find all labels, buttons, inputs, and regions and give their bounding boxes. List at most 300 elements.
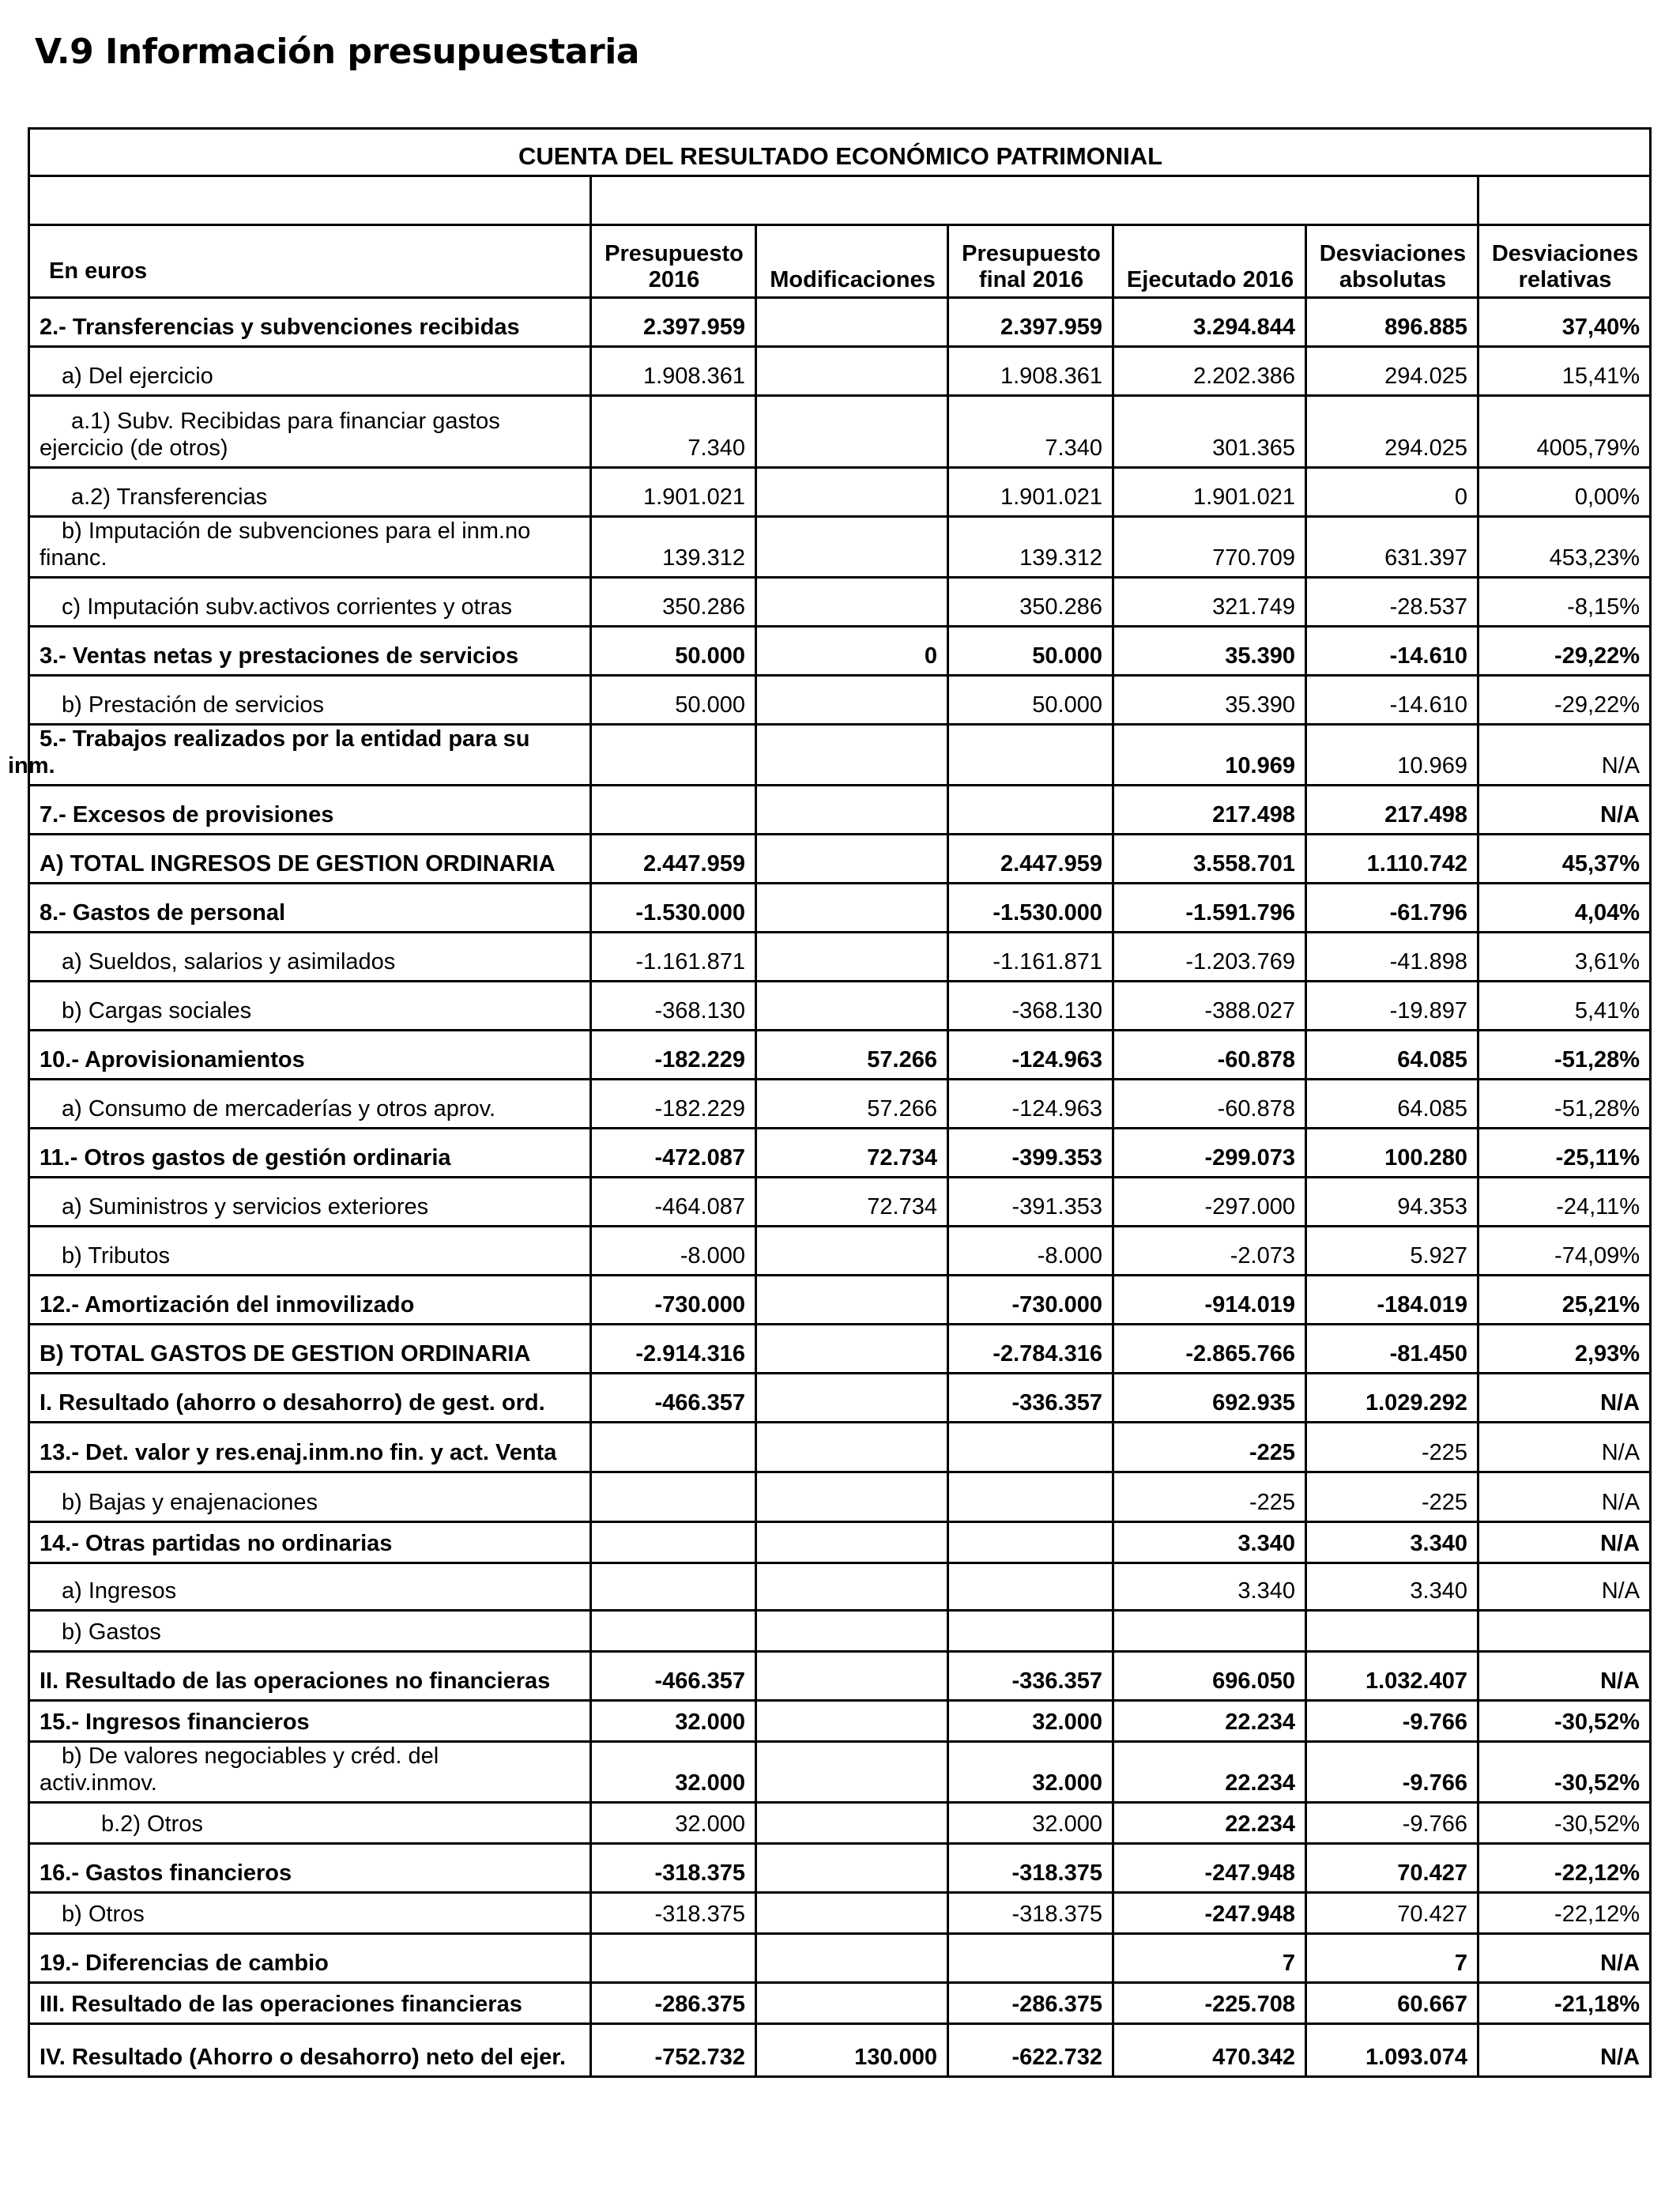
row-label: [29, 396, 591, 468]
cell-value: -336.357: [948, 1652, 1113, 1701]
cell-value: -318.375: [591, 1893, 756, 1934]
cell-value: [756, 347, 948, 396]
row-label: a) Del ejercicio: [29, 347, 591, 396]
cell-value: -2.865.766: [1113, 1325, 1306, 1374]
cell-value: 294.025: [1306, 347, 1478, 396]
cell-value: 7.340: [591, 396, 756, 468]
cell-value: 22.234: [1113, 1701, 1306, 1742]
row-label: 12.- Amortización del inmovilizado: [29, 1276, 591, 1325]
table-row: [29, 468, 1651, 517]
row-label-line: activ.inmov.: [40, 1770, 157, 1796]
cell-value: -124.963: [948, 1031, 1113, 1080]
cell-value: [948, 1563, 1113, 1611]
cell-value: 631.397: [1306, 517, 1478, 578]
cell-value: [756, 725, 948, 786]
row-label: IV. Resultado (Ahorro o desahorro) neto del ejer.: [29, 2024, 591, 2077]
cell-value: -225: [1113, 1423, 1306, 1472]
cell-value: -51,28%: [1478, 1031, 1651, 1080]
cell-value: 70.427: [1306, 1893, 1478, 1934]
cell-value: 50.000: [948, 627, 1113, 676]
cell-value: 896.885: [1306, 298, 1478, 347]
cell-value: [756, 933, 948, 982]
cell-value: 321.749: [1113, 578, 1306, 627]
row-label: c) Imputación subv.activos corrientes y otras: [29, 578, 591, 627]
cell-value: [591, 1611, 756, 1652]
cell-value: -9.766: [1306, 1803, 1478, 1844]
cell-value: [948, 1472, 1113, 1522]
table-row: [29, 1080, 1651, 1129]
cell-value: -19.897: [1306, 982, 1478, 1031]
row-label: [29, 517, 591, 578]
cell-value: -225: [1306, 1472, 1478, 1522]
cell-value: -225.708: [1113, 1983, 1306, 2024]
row-label: 7.- Excesos de provisiones: [29, 786, 591, 835]
cell-value: 2.397.959: [948, 298, 1113, 347]
cell-value: 2.202.386: [1113, 347, 1306, 396]
table-row: [29, 578, 1651, 627]
cell-value: -368.130: [591, 982, 756, 1031]
row-label: b) Gastos: [29, 1611, 591, 1652]
header-line: Presupuesto final 2016: [962, 241, 1101, 292]
cell-value: -399.353: [948, 1129, 1113, 1178]
row-label: II. Resultado de las operaciones no financieras: [29, 1652, 591, 1701]
table-row: [29, 1031, 1651, 1080]
cell-value: 0: [756, 627, 948, 676]
table-row: [29, 1844, 1651, 1893]
cell-value: 32.000: [591, 1701, 756, 1742]
row-label: [8, 725, 591, 786]
table-row: [29, 396, 1651, 468]
cell-value: 70.427: [1306, 1844, 1478, 1893]
cell-value: 25,21%: [1478, 1276, 1651, 1325]
spacer-cell: [591, 176, 1478, 225]
table-row: [29, 1701, 1651, 1742]
row-label-line: financ.: [40, 545, 107, 571]
cell-value: 32.000: [948, 1742, 1113, 1803]
cell-value: -1.530.000: [591, 884, 756, 933]
cell-value: [756, 396, 948, 468]
cell-value: -752.732: [591, 2024, 756, 2077]
row-label-line: a.1) Subv. Recibidas para financiar gastos: [71, 409, 500, 434]
cell-value: 5.927: [1306, 1227, 1478, 1276]
cell-value: [756, 982, 948, 1031]
cell-value: 1.110.742: [1306, 835, 1478, 884]
cell-value: [756, 298, 948, 347]
table-row: [29, 884, 1651, 933]
row-label-line: 5.- Trabajos realizados por la entidad para su: [40, 726, 530, 752]
cell-value: -30,52%: [1478, 1701, 1651, 1742]
cell-value: -2.914.316: [591, 1325, 756, 1374]
cell-value: [756, 1563, 948, 1611]
row-label: 3.- Ventas netas y prestaciones de servicios: [29, 627, 591, 676]
cell-value: 470.342: [1113, 2024, 1306, 2077]
cell-value: -1.161.871: [948, 933, 1113, 982]
row-label: 16.- Gastos financieros: [29, 1844, 591, 1893]
cell-value: [756, 1934, 948, 1983]
cell-value: 100.280: [1306, 1129, 1478, 1178]
cell-value: -1.161.871: [591, 933, 756, 982]
cell-value: 2,93%: [1478, 1325, 1651, 1374]
cell-value: 1.029.292: [1306, 1374, 1478, 1423]
cell-value: -24,11%: [1478, 1178, 1651, 1227]
cell-value: N/A: [1478, 725, 1651, 786]
table-row: [29, 982, 1651, 1031]
cell-value: -2.073: [1113, 1227, 1306, 1276]
cell-value: -30,52%: [1478, 1803, 1651, 1844]
table-row: [29, 1276, 1651, 1325]
cell-value: 32.000: [591, 1742, 756, 1803]
cell-value: 50.000: [591, 627, 756, 676]
table-row: [29, 1129, 1651, 1178]
header-line: Presupuesto 2016: [605, 241, 744, 292]
cell-value: 3.340: [1113, 1522, 1306, 1563]
row-label: a) Ingresos: [29, 1563, 591, 1611]
cell-value: -182.229: [591, 1031, 756, 1080]
table-row: [29, 933, 1651, 982]
row-label: [29, 1742, 591, 1803]
header-cell: [1306, 225, 1478, 298]
cell-value: -368.130: [948, 982, 1113, 1031]
cell-value: [756, 468, 948, 517]
cell-value: -28.537: [1306, 578, 1478, 627]
cell-value: -472.087: [591, 1129, 756, 1178]
cell-value: 350.286: [591, 578, 756, 627]
header-line: Desviaciones relativas: [1491, 241, 1639, 292]
table-row: [29, 1893, 1651, 1934]
cell-value: -297.000: [1113, 1178, 1306, 1227]
row-label: a) Sueldos, salarios y asimilados: [29, 933, 591, 982]
cell-value: 64.085: [1306, 1080, 1478, 1129]
table-row: [29, 347, 1651, 396]
cell-value: -60.878: [1113, 1031, 1306, 1080]
row-label: b) Bajas y enajenaciones: [29, 1472, 591, 1522]
cell-value: [591, 1522, 756, 1563]
cell-value: 57.266: [756, 1080, 948, 1129]
cell-value: -299.073: [1113, 1129, 1306, 1178]
cell-value: 1.032.407: [1306, 1652, 1478, 1701]
cell-value: -25,11%: [1478, 1129, 1651, 1178]
cell-value: [756, 1276, 948, 1325]
table-row: [29, 1472, 1651, 1522]
cell-value: -29,22%: [1478, 627, 1651, 676]
cell-value: [756, 1652, 948, 1701]
cell-value: -730.000: [591, 1276, 756, 1325]
cell-value: 10.969: [1306, 725, 1478, 786]
cell-value: 692.935: [1113, 1374, 1306, 1423]
row-label: 14.- Otras partidas no ordinarias: [29, 1522, 591, 1563]
cell-value: -61.796: [1306, 884, 1478, 933]
cell-value: [756, 1374, 948, 1423]
cell-value: 1.901.021: [591, 468, 756, 517]
header-cell: Ejecutado 2016: [1113, 225, 1306, 298]
cell-value: 0,00%: [1478, 468, 1651, 517]
cell-value: [756, 884, 948, 933]
row-label: I. Resultado (ahorro o desahorro) de gest. ord.: [29, 1374, 591, 1423]
row-label: 19.- Diferencias de cambio: [29, 1934, 591, 1983]
cell-value: -8.000: [948, 1227, 1113, 1276]
table-row: [29, 725, 1651, 786]
cell-value: -1.203.769: [1113, 933, 1306, 982]
cell-value: [948, 1934, 1113, 1983]
cell-value: -1.530.000: [948, 884, 1113, 933]
cell-value: 3.340: [1306, 1522, 1478, 1563]
cell-value: [756, 1844, 948, 1893]
cell-value: -29,22%: [1478, 676, 1651, 725]
cell-value: [756, 1983, 948, 2024]
cell-value: 4005,79%: [1478, 396, 1651, 468]
table-row: [29, 1227, 1651, 1276]
cell-value: [756, 1893, 948, 1934]
cell-value: N/A: [1478, 1563, 1651, 1611]
cell-value: -318.375: [948, 1893, 1113, 1934]
cell-value: 217.498: [1113, 786, 1306, 835]
cell-value: -22,12%: [1478, 1893, 1651, 1934]
cell-value: [756, 578, 948, 627]
cell-value: 22.234: [1113, 1742, 1306, 1803]
cell-value: -2.784.316: [948, 1325, 1113, 1374]
cell-value: [756, 1701, 948, 1742]
cell-value: 294.025: [1306, 396, 1478, 468]
spacer-cell: [29, 176, 591, 225]
cell-value: [948, 1423, 1113, 1472]
cell-value: [591, 1472, 756, 1522]
table-row: [29, 1563, 1651, 1611]
cell-value: 3,61%: [1478, 933, 1651, 982]
cell-value: 4,04%: [1478, 884, 1651, 933]
row-label: b) Prestación de servicios: [29, 676, 591, 725]
row-label: b) Cargas sociales: [29, 982, 591, 1031]
cell-value: 15,41%: [1478, 347, 1651, 396]
cell-value: 1.093.074: [1306, 2024, 1478, 2077]
cell-value: -914.019: [1113, 1276, 1306, 1325]
cell-value: N/A: [1478, 1934, 1651, 1983]
row-label: b) Otros: [29, 1893, 591, 1934]
table-row: [29, 298, 1651, 347]
cell-value: N/A: [1478, 1472, 1651, 1522]
row-label: 11.- Otros gastos de gestión ordinaria: [29, 1129, 591, 1178]
cell-value: 2.397.959: [591, 298, 756, 347]
cell-value: -622.732: [948, 2024, 1113, 2077]
cell-value: 350.286: [948, 578, 1113, 627]
cell-value: -30,52%: [1478, 1742, 1651, 1803]
cell-value: 7: [1306, 1934, 1478, 1983]
row-label: 13.- Det. valor y res.enaj.inm.no fin. y act. Venta: [29, 1423, 591, 1472]
cell-value: -225: [1113, 1472, 1306, 1522]
cell-value: -286.375: [948, 1983, 1113, 2024]
header-row: [29, 225, 1651, 298]
cell-value: [948, 1611, 1113, 1652]
cell-value: 1.901.021: [948, 468, 1113, 517]
cell-value: 5,41%: [1478, 982, 1651, 1031]
table-row: [29, 1983, 1651, 2024]
cell-value: 3.294.844: [1113, 298, 1306, 347]
table-row: [29, 1742, 1651, 1803]
cell-value: [756, 835, 948, 884]
table-row: [29, 1652, 1651, 1701]
cell-value: [591, 1563, 756, 1611]
table-row: [29, 2024, 1651, 2077]
cell-value: -247.948: [1113, 1893, 1306, 1934]
cell-value: 22.234: [1113, 1803, 1306, 1844]
cell-value: 139.312: [591, 517, 756, 578]
cell-value: 60.667: [1306, 1983, 1478, 2024]
table-body: [8, 129, 1651, 2077]
header-line: Desviaciones absolutas: [1319, 241, 1467, 292]
row-label-line: ejercicio (de otros): [40, 435, 228, 461]
header-cell: [1478, 225, 1651, 298]
row-label: B) TOTAL GASTOS DE GESTION ORDINARIA: [29, 1325, 591, 1374]
row-label-line: b) Imputación de subvenciones para el inm.no: [62, 518, 531, 544]
cell-value: [756, 1227, 948, 1276]
cell-value: 696.050: [1113, 1652, 1306, 1701]
cell-value: 32.000: [591, 1803, 756, 1844]
row-label: a) Suministros y servicios exteriores: [29, 1178, 591, 1227]
table-title-row: [29, 129, 1651, 176]
cell-value: -464.087: [591, 1178, 756, 1227]
cell-value: 10.969: [1113, 725, 1306, 786]
cell-value: N/A: [1478, 786, 1651, 835]
cell-value: N/A: [1478, 1374, 1651, 1423]
cell-value: N/A: [1478, 1652, 1651, 1701]
cell-value: -182.229: [591, 1080, 756, 1129]
cell-value: [756, 1472, 948, 1522]
cell-value: [756, 1803, 948, 1844]
header-cell: Modificaciones: [756, 225, 948, 298]
cell-value: 770.709: [1113, 517, 1306, 578]
row-label: 10.- Aprovisionamientos: [29, 1031, 591, 1080]
row-label: b) Tributos: [29, 1227, 591, 1276]
cell-value: -391.353: [948, 1178, 1113, 1227]
cell-value: 3.340: [1113, 1563, 1306, 1611]
cell-value: 37,40%: [1478, 298, 1651, 347]
cell-value: 1.908.361: [591, 347, 756, 396]
cell-value: 32.000: [948, 1701, 1113, 1742]
row-label: b.2) Otros: [29, 1803, 591, 1844]
cell-value: [591, 725, 756, 786]
cell-value: [948, 786, 1113, 835]
cell-value: [1113, 1611, 1306, 1652]
cell-value: [756, 676, 948, 725]
cell-value: 3.340: [1306, 1563, 1478, 1611]
table-row: [29, 1522, 1651, 1563]
table-row: [29, 627, 1651, 676]
cell-value: -60.878: [1113, 1080, 1306, 1129]
cell-value: -9.766: [1306, 1742, 1478, 1803]
cell-value: -336.357: [948, 1374, 1113, 1423]
cell-value: -286.375: [591, 1983, 756, 2024]
cell-value: [756, 517, 948, 578]
cell-value: 453,23%: [1478, 517, 1651, 578]
cell-value: [1478, 1611, 1651, 1652]
cell-value: 35.390: [1113, 676, 1306, 725]
cell-value: -41.898: [1306, 933, 1478, 982]
cell-value: -124.963: [948, 1080, 1113, 1129]
cell-value: -318.375: [591, 1844, 756, 1893]
cell-value: -318.375: [948, 1844, 1113, 1893]
cell-value: 1.908.361: [948, 347, 1113, 396]
cell-value: [756, 1522, 948, 1563]
spacer-cell: [1478, 176, 1651, 225]
table-row: [29, 786, 1651, 835]
cell-value: 94.353: [1306, 1178, 1478, 1227]
cell-value: [591, 1934, 756, 1983]
cell-value: 2.447.959: [591, 835, 756, 884]
cell-value: [756, 1611, 948, 1652]
cell-value: 2.447.959: [948, 835, 1113, 884]
row-label: 8.- Gastos de personal: [29, 884, 591, 933]
table-row: [29, 1374, 1651, 1423]
cell-value: [756, 1423, 948, 1472]
cell-value: -14.610: [1306, 676, 1478, 725]
table-row: [29, 1423, 1651, 1472]
cell-value: -51,28%: [1478, 1080, 1651, 1129]
cell-value: 72.734: [756, 1178, 948, 1227]
cell-value: [756, 1742, 948, 1803]
table-row: [29, 1611, 1651, 1652]
cell-value: [756, 786, 948, 835]
cell-value: [948, 725, 1113, 786]
cell-value: 7.340: [948, 396, 1113, 468]
cell-value: 57.266: [756, 1031, 948, 1080]
cell-value: 217.498: [1306, 786, 1478, 835]
page-title: V.9 Información presupuestaria: [35, 32, 639, 72]
row-label: A) TOTAL INGRESOS DE GESTION ORDINARIA: [29, 835, 591, 884]
cell-value: [591, 786, 756, 835]
cell-value: -184.019: [1306, 1276, 1478, 1325]
cell-value: N/A: [1478, 1423, 1651, 1472]
cell-value: N/A: [1478, 2024, 1651, 2077]
cell-value: 7: [1113, 1934, 1306, 1983]
cell-value: [1306, 1611, 1478, 1652]
header-cell: En euros: [29, 225, 591, 298]
cell-value: 1.901.021: [1113, 468, 1306, 517]
header-cell: [591, 225, 756, 298]
cell-value: -388.027: [1113, 982, 1306, 1031]
cell-value: -225: [1306, 1423, 1478, 1472]
cell-value: 0: [1306, 468, 1478, 517]
spacer-row: [29, 176, 1651, 225]
cell-value: 50.000: [948, 676, 1113, 725]
table-row: [29, 1325, 1651, 1374]
cell-value: -74,09%: [1478, 1227, 1651, 1276]
table-row: [29, 1803, 1651, 1844]
cell-value: 50.000: [591, 676, 756, 725]
cell-value: 64.085: [1306, 1031, 1478, 1080]
cell-value: 35.390: [1113, 627, 1306, 676]
cell-value: -466.357: [591, 1652, 756, 1701]
cell-value: 130.000: [756, 2024, 948, 2077]
cell-value: [756, 1325, 948, 1374]
cell-value: -1.591.796: [1113, 884, 1306, 933]
cell-value: -9.766: [1306, 1701, 1478, 1742]
budget-table: [8, 127, 1652, 2078]
cell-value: -21,18%: [1478, 1983, 1651, 2024]
cell-value: N/A: [1478, 1522, 1651, 1563]
cell-value: 139.312: [948, 517, 1113, 578]
cell-value: [591, 1423, 756, 1472]
header-cell: [948, 225, 1113, 298]
cell-value: -8,15%: [1478, 578, 1651, 627]
row-label-line: inm.: [8, 753, 55, 778]
cell-value: -14.610: [1306, 627, 1478, 676]
table-row: [29, 517, 1651, 578]
cell-value: -8.000: [591, 1227, 756, 1276]
row-label: a) Consumo de mercaderías y otros aprov.: [29, 1080, 591, 1129]
cell-value: -247.948: [1113, 1844, 1306, 1893]
row-label-line: b) De valores negociables y créd. del: [62, 1744, 439, 1769]
cell-value: -730.000: [948, 1276, 1113, 1325]
cell-value: -81.450: [1306, 1325, 1478, 1374]
